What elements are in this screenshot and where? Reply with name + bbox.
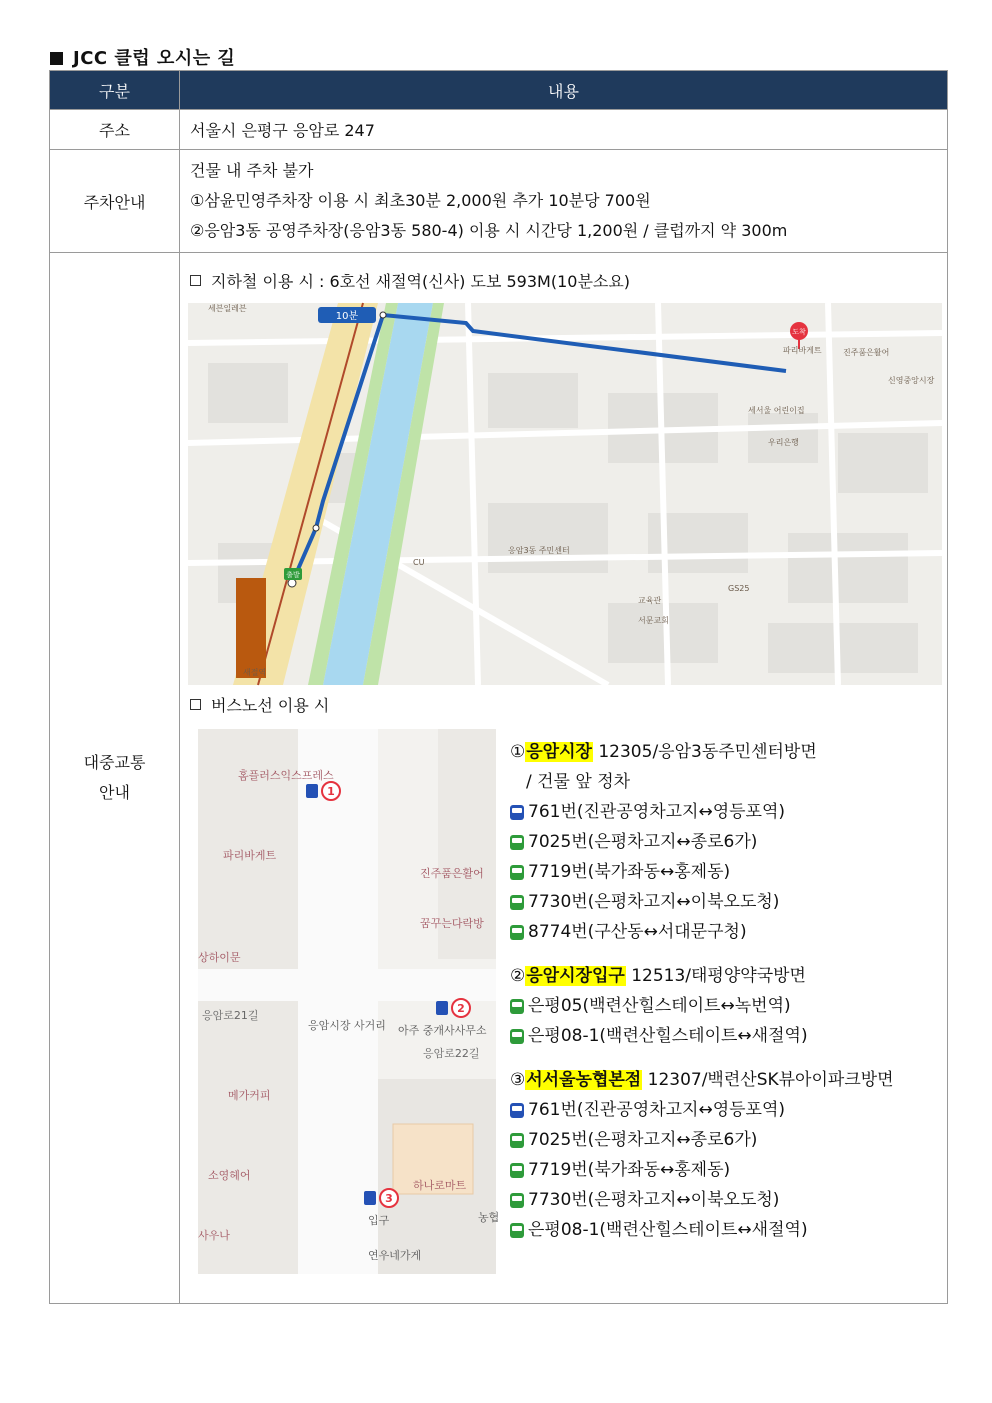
bus-icon [510, 1193, 524, 1208]
map-label: 진주품은활어 [843, 348, 890, 357]
map-time-badge: 10분 [335, 311, 359, 322]
map-label: 아주 중개사사무소 [398, 1024, 487, 1037]
bus-icon [510, 1133, 524, 1148]
bus-route [510, 857, 894, 887]
bus-icon [510, 1103, 524, 1118]
address-row [50, 110, 948, 150]
address-value: 서울시 은평구 응암로 247 [180, 110, 948, 150]
bus-route [510, 797, 894, 827]
header-content: 내용 [180, 71, 948, 110]
bus-route [510, 1021, 894, 1051]
bus-stop-map [198, 729, 500, 1274]
parking-label: 주차안내 [50, 150, 180, 253]
map-label: GS25 [728, 584, 750, 593]
bus-icon [510, 895, 524, 910]
page-title [50, 44, 235, 70]
map-label: 교육관 [638, 596, 662, 605]
checkbox-bullet-icon [190, 699, 201, 710]
bus-stop-marker: 1 [327, 785, 335, 798]
parking-line: ①삼윤민영주차장 이용 시 최초30분 2,000원 추가 10분당 700원 [190, 191, 651, 210]
map-label: 메가커피 [228, 1089, 271, 1102]
stop-number: ② [510, 966, 526, 986]
map-label: 우리은행 [768, 438, 799, 447]
bus-route-text: 761번(진관공영차고지↔영등포역) [528, 802, 786, 822]
bus-stop-marker: 2 [457, 1002, 465, 1015]
bus-route-text: 7719번(북가좌동↔홍제동) [528, 862, 731, 882]
map-label: 응암시장 사거리 [308, 1019, 386, 1032]
square-bullet-icon [50, 52, 63, 65]
stop-name: 서서울농협본점 [526, 1070, 642, 1090]
bus-stop-heading [510, 737, 894, 767]
map-label: CU [413, 558, 425, 567]
transit-row [50, 253, 948, 1304]
subway-title-text: 지하철 이용 시 : 6호선 새절역(신사) 도보 593M(10분소요) [211, 272, 631, 291]
map-label: 세서울 어린이집 [748, 406, 805, 415]
map-label: 신영중앙시장 [888, 376, 935, 385]
parking-line: 건물 내 주차 불가 [190, 161, 314, 180]
map-label: 입구 [368, 1214, 390, 1227]
bus-route [510, 991, 894, 1021]
info-table [49, 70, 948, 1304]
map-label: 응암로22길 [423, 1047, 480, 1060]
bus-stop-heading [510, 961, 894, 991]
map-start-label: 출발 [286, 571, 300, 579]
bus-route-text: 은평08-1(백련산힐스테이트↔새절역) [528, 1220, 808, 1240]
bus-route [510, 827, 894, 857]
bus-route-text: 761번(진관공영차고지↔영등포역) [528, 1100, 786, 1120]
map-label: 하나로마트 [413, 1179, 467, 1192]
transit-label [50, 253, 180, 1304]
checkbox-bullet-icon [190, 275, 201, 286]
header-category: 구분 [50, 71, 180, 110]
bus-icon [510, 865, 524, 880]
map-label: 상하이문 [198, 951, 241, 964]
bus-icon [510, 1029, 524, 1044]
map-label: 응암로21길 [202, 1009, 259, 1022]
bus-route [510, 1095, 894, 1125]
map-label: 파리바게트 [223, 849, 277, 862]
bus-route-text: 7730번(은평차고지↔이북오도청) [528, 1190, 780, 1210]
map-label: 홈플러스익스프레스 [238, 769, 334, 782]
stop-number: ① [510, 742, 526, 762]
stop-info: 12513/태평양약국방면 [631, 966, 806, 986]
bus-icon [510, 1223, 524, 1238]
stop-info: 12305/응암3동주민센터방면 [598, 742, 817, 762]
parking-row [50, 150, 948, 253]
stop-name: 응암시장입구 [526, 966, 625, 986]
transit-label-line: 대중교통 [83, 753, 146, 772]
map-end-label: 도착 [792, 328, 806, 336]
bus-route-text: 7025번(은평차고지↔종로6가) [528, 832, 758, 852]
subway-map [188, 303, 942, 685]
bus-route-text: 8774번(구산동↔서대문구청) [528, 922, 747, 942]
bus-route-text: 7730번(은평차고지↔이북오도청) [528, 892, 780, 912]
stop-number: ③ [510, 1070, 526, 1090]
subway-title [190, 267, 937, 297]
map-label: 소영헤어 [208, 1169, 251, 1182]
parking-line: ②응암3동 공영주차장(응암3동 580-4) 이용 시 시간당 1,200원 / 클럽까지 약 300m [190, 221, 788, 240]
map-label: 파리바게트 [783, 346, 822, 355]
bus-icon [510, 805, 524, 820]
bus-icon [510, 925, 524, 940]
bus-icon [510, 1163, 524, 1178]
table-header-row [50, 71, 948, 110]
bus-route [510, 1125, 894, 1155]
bus-stop-list [496, 729, 894, 1274]
map-label: 농협 [478, 1211, 500, 1224]
address-label: 주소 [50, 110, 180, 150]
bus-route [510, 1215, 894, 1245]
bus-icon [510, 835, 524, 850]
bus-route [510, 887, 894, 917]
bus-stop-marker: 3 [385, 1192, 393, 1205]
transit-label-line: 안내 [99, 783, 130, 802]
bus-route-text: 은평05(백련산힐스테이트↔녹번역) [528, 996, 791, 1016]
bus-title [190, 691, 937, 721]
stop-extra: / 건물 앞 정차 [526, 772, 631, 792]
map-label: 꿈꾸는다락방 [420, 917, 484, 930]
parking-content [180, 150, 948, 253]
bus-stop-heading [510, 1065, 894, 1095]
stop-name: 응암시장 [526, 742, 592, 762]
map-label: 새절역 [243, 668, 267, 677]
map-label: 서문교회 [638, 616, 669, 625]
map-label: 세븐일레븐 [208, 304, 247, 313]
map-label: 진주품은활어 [420, 867, 484, 880]
bus-route [510, 917, 894, 947]
bus-route-text: 7025번(은평차고지↔종로6가) [528, 1130, 758, 1150]
map-label: 응암3동 주민센터 [508, 546, 570, 555]
stop-info: 12307/백련산SK뷰아이파크방면 [647, 1070, 894, 1090]
page-title-text: JCC 클럽 오시는 길 [73, 48, 236, 69]
transit-content [180, 253, 948, 1304]
bus-route-text: 은평08-1(백련산힐스테이트↔새절역) [528, 1026, 808, 1046]
bus-route [510, 1155, 894, 1185]
bus-title-text: 버스노선 이용 시 [211, 696, 330, 715]
bus-route-text: 7719번(북가좌동↔홍제동) [528, 1160, 731, 1180]
map-label: 연우네가게 [368, 1249, 422, 1262]
map-label: 사우나 [198, 1229, 230, 1242]
bus-route [510, 1185, 894, 1215]
bus-icon [510, 999, 524, 1014]
